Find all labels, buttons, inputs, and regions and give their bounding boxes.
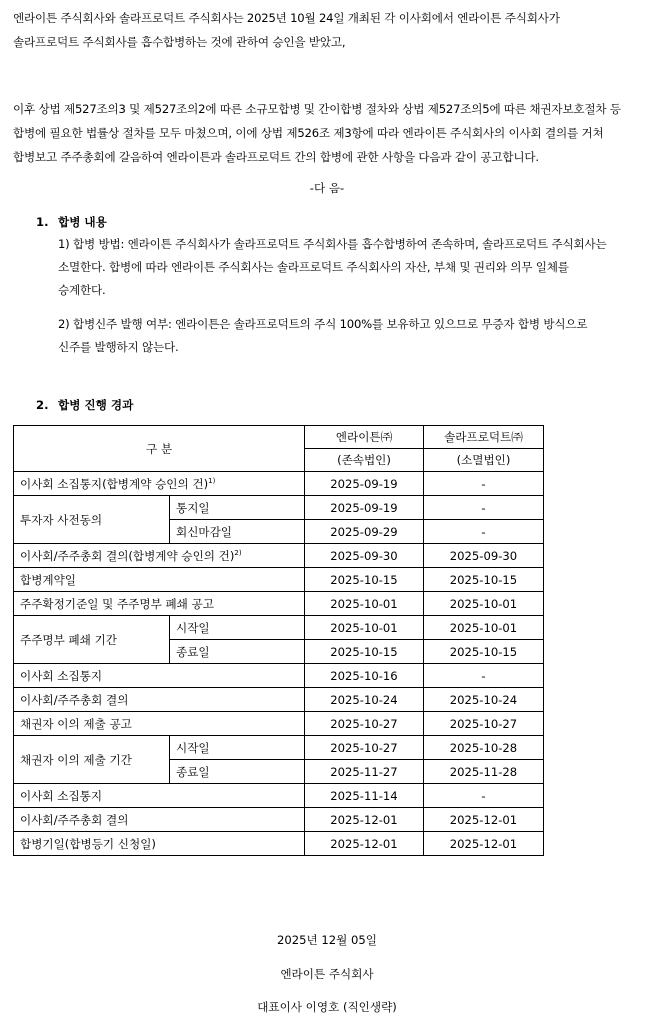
table-row	[14, 568, 544, 592]
row-label: 주주확정기준일 및 주주명부 폐쇄 공고	[14, 592, 305, 616]
body-line: 이후 상법 제527조의3 및 제527조의2에 따른 소규모합병 및 간이합병 절차와 상법 제527조의5에 따른 채권자보호절차 등	[13, 102, 621, 116]
header-col1-line1: 엔라이튼㈜	[305, 426, 424, 449]
table-row	[14, 664, 544, 688]
row-group-label: 투자자 사전동의	[14, 496, 170, 544]
intro-line: 엔라이튼 주식회사와 솔라프로덕트 주식회사는 2025년 10월 24일 개최된 각 이사회에서 엔라이튼 주식회사가	[13, 11, 560, 25]
row-label-cell	[14, 544, 305, 568]
section-2-heading	[36, 397, 133, 413]
table-row	[14, 592, 544, 616]
section-title: 합병 내용	[58, 215, 107, 229]
cell-dissolved: 2025-10-15	[424, 640, 544, 664]
cell-survivor: 2025-10-15	[305, 568, 424, 592]
ceo-signature: 대표이사 이영호 (직인생략)	[257, 1000, 397, 1014]
item-line: 1) 합병 방법: 엔라이튼 주식회사가 솔라프로덕트 주식회사를 흡수합병하여 존속하며, 솔라프로덕트 주식회사는	[58, 237, 607, 251]
row-label-cell	[14, 472, 305, 496]
section-1-item-2	[58, 313, 650, 359]
cell-survivor: 2025-11-27	[305, 760, 424, 784]
footnote-marker: 2)	[234, 548, 242, 557]
cell-survivor: 2025-11-14	[305, 784, 424, 808]
intro-line: 솔라프로덕트 주식회사를 흡수합병하는 것에 관하여 승인을 받았고,	[13, 35, 346, 49]
company-name: 엔라이튼 주식회사	[280, 967, 374, 981]
cell-survivor: 2025-09-19	[305, 496, 424, 520]
table-row	[14, 712, 544, 736]
item-line: 소멸한다. 합병에 따라 엔라이튼 주식회사는 솔라프로덕트 주식회사의 자산, 부채 및 권리와 의무 일체를	[58, 260, 569, 274]
row-label: 이사회/주주총회 결의	[14, 808, 305, 832]
row-label: 이사회 소집통지	[14, 784, 305, 808]
cell-survivor: 2025-10-01	[305, 592, 424, 616]
row-sub-label: 통지일	[170, 496, 305, 520]
row-label: 이사회 소집통지	[14, 664, 305, 688]
row-sub-label: 시작일	[170, 736, 305, 760]
cell-dissolved: 2025-10-15	[424, 568, 544, 592]
cell-dissolved: -	[424, 784, 544, 808]
cell-survivor: 2025-10-15	[305, 640, 424, 664]
table-row	[14, 472, 544, 496]
table-row	[14, 616, 544, 640]
cell-survivor: 2025-12-01	[305, 832, 424, 856]
cell-dissolved: 2025-12-01	[424, 808, 544, 832]
row-sub-label: 종료일	[170, 760, 305, 784]
cell-survivor: 2025-09-29	[305, 520, 424, 544]
row-label: 채권자 이의 제출 공고	[14, 712, 305, 736]
section-number: 1.	[36, 215, 49, 229]
table-row	[14, 736, 544, 760]
item-line: 2) 합병신주 발행 여부: 엔라이튼은 솔라프로덕트의 주식 100%를 보유하고 있으므로 무증자 합병 방식으로	[58, 317, 588, 331]
section-1-item-1	[58, 233, 650, 302]
cell-dissolved: 2025-10-01	[424, 616, 544, 640]
row-group-label: 주주명부 폐쇄 기간	[14, 616, 170, 664]
cell-dissolved: 2025-10-28	[424, 736, 544, 760]
cell-dissolved: -	[424, 496, 544, 520]
row-group-label: 채권자 이의 제출 기간	[14, 736, 170, 784]
notice-date: 2025년 12월 05일	[277, 933, 377, 947]
row-label: 이사회/주주총회 결의	[14, 688, 305, 712]
table-header-row	[14, 426, 544, 449]
cell-survivor: 2025-10-01	[305, 616, 424, 640]
table-row	[14, 496, 544, 520]
cell-dissolved: 2025-10-01	[424, 592, 544, 616]
cell-dissolved: 2025-10-24	[424, 688, 544, 712]
cell-survivor: 2025-10-16	[305, 664, 424, 688]
section-title: 합병 진행 경과	[58, 398, 134, 412]
body-line: 합병에 필요한 법률상 절차를 모두 마쳤으며, 이에 상법 제526조 제3항에 따라 엔라이튼 주식회사의 이사회 결의를 거쳐	[13, 126, 604, 140]
item-line: 신주를 발행하지 않는다.	[58, 340, 179, 354]
row-label: 이사회/주주총회 결의(합병계약 승인의 건)	[20, 548, 235, 563]
cell-survivor: 2025-10-24	[305, 688, 424, 712]
section-1-heading	[36, 214, 107, 230]
cell-survivor: 2025-09-30	[305, 544, 424, 568]
cell-survivor: 2025-12-01	[305, 808, 424, 832]
cell-dissolved: -	[424, 472, 544, 496]
row-label: 이사회 소집통지(합병계약 승인의 건)	[20, 476, 209, 491]
cell-survivor: 2025-10-27	[305, 736, 424, 760]
item-line: 승계한다.	[58, 283, 106, 297]
row-sub-label: 회신마감일	[170, 520, 305, 544]
row-label: 합병기일(합병등기 신청일)	[14, 832, 305, 856]
cell-dissolved: 2025-12-01	[424, 832, 544, 856]
row-label: 합병계약일	[14, 568, 305, 592]
merger-progress-table	[13, 425, 544, 856]
cell-survivor: 2025-09-19	[305, 472, 424, 496]
header-col2-line1: 솔라프로덕트㈜	[424, 426, 544, 449]
intro-paragraph	[13, 6, 649, 54]
section-number: 2.	[36, 398, 49, 412]
da-eum-heading: -다 음-	[309, 181, 345, 195]
header-col1-line2: (존속법인)	[305, 449, 424, 472]
table-row	[14, 832, 544, 856]
table-row	[14, 688, 544, 712]
table-row	[14, 808, 544, 832]
table-row	[14, 544, 544, 568]
body-line: 합병보고 주주총회에 갈음하여 엔라이튼과 솔라프로덕트 간의 합병에 관한 사항을 다음과 같이 공고합니다.	[13, 150, 539, 164]
cell-dissolved: 2025-09-30	[424, 544, 544, 568]
body-paragraph	[13, 97, 649, 169]
footnote-marker: 1)	[208, 476, 216, 485]
row-sub-label: 시작일	[170, 616, 305, 640]
header-col2-line2: (소멸법인)	[424, 449, 544, 472]
cell-dissolved: -	[424, 664, 544, 688]
cell-survivor: 2025-10-27	[305, 712, 424, 736]
table-row	[14, 784, 544, 808]
cell-dissolved: -	[424, 520, 544, 544]
cell-dissolved: 2025-10-27	[424, 712, 544, 736]
header-category: 구 분	[14, 426, 305, 472]
cell-dissolved: 2025-11-28	[424, 760, 544, 784]
row-sub-label: 종료일	[170, 640, 305, 664]
